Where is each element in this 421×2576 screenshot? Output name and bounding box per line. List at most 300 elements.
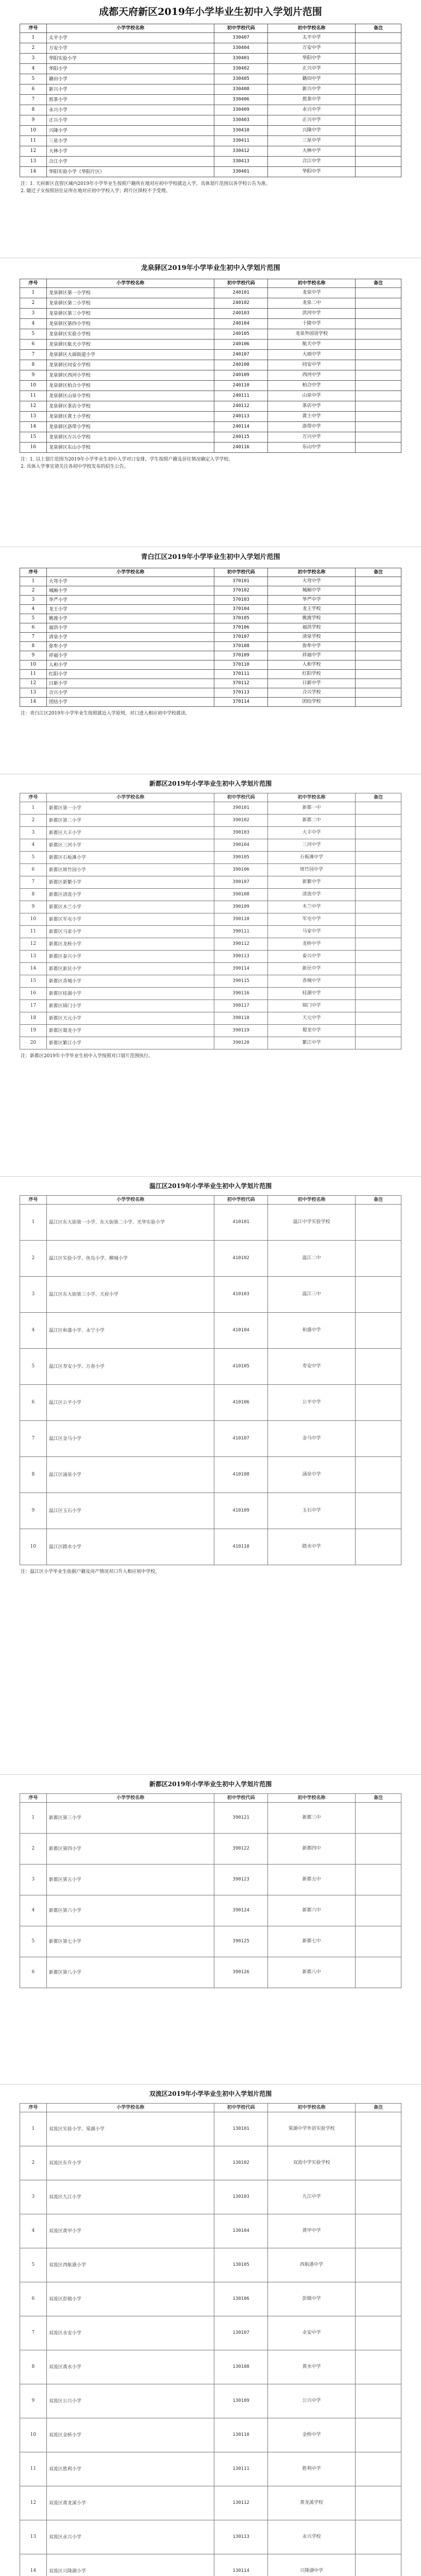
row-number: 3: [20, 309, 47, 319]
remark: [356, 827, 401, 839]
primary-school-name: 新都区泰兴小学: [46, 951, 214, 963]
primary-school-name: 姚渡小学: [46, 614, 214, 623]
row-number: 2: [20, 1834, 47, 1865]
table-row: [20, 913, 401, 926]
row-number: 7: [20, 95, 47, 105]
primary-school-name: 兴隆小学: [46, 126, 214, 136]
table-row: [20, 33, 401, 43]
middle-school-code: 370103: [214, 596, 268, 605]
middle-school-code: 410105: [214, 1349, 268, 1385]
middle-school-code: 370102: [214, 586, 268, 596]
middle-school-code: 370101: [214, 577, 268, 586]
middle-school-name: 踏水中学: [267, 1529, 355, 1565]
middle-school-code: 370105: [214, 614, 268, 623]
remark: [356, 167, 401, 177]
district-section: [0, 1177, 421, 1774]
middle-school-name: 香城中学: [267, 975, 355, 988]
primary-school-name: 华阳实验小学: [46, 54, 214, 64]
primary-school-name: 新都区军屯小学: [46, 913, 214, 926]
middle-school-code: 370113: [214, 688, 268, 698]
middle-school-code: 130114: [214, 2554, 268, 2576]
remark: [356, 815, 401, 827]
primary-school-name: 新都区蜀龙小学: [46, 1025, 214, 1037]
table-row: [20, 84, 401, 95]
remark: [356, 2214, 401, 2248]
table-header-row: [20, 279, 401, 288]
table-row: [20, 136, 401, 146]
table-row: [20, 298, 401, 309]
row-number: 13: [20, 157, 47, 167]
row-number: 13: [20, 2520, 47, 2554]
middle-school-name: 繁江中学: [267, 1037, 355, 1049]
district-section: [0, 0, 421, 258]
remark: [356, 74, 401, 84]
middle-school-name: 大面中学: [267, 350, 355, 360]
middle-school-code: 390122: [214, 1834, 268, 1865]
remark: [356, 1865, 401, 1895]
primary-school-name: 新都区石板滩小学: [46, 852, 214, 864]
table-row: [20, 1457, 401, 1493]
middle-school-code: 390120: [214, 1037, 268, 1049]
row-number: 3: [20, 1865, 47, 1895]
primary-school-name: 温江区东大街第一小学、东大街第二小学、光华实验小学: [46, 1205, 214, 1241]
remark: [356, 2554, 401, 2576]
middle-school-code: 390103: [214, 827, 268, 839]
primary-school-name: 双流区公兴小学: [46, 2384, 214, 2418]
table-row: [20, 391, 401, 401]
table-row: [20, 105, 401, 115]
table-row: [20, 2112, 401, 2146]
middle-school-name: 金桥中学: [267, 2418, 355, 2452]
row-number: 6: [20, 2282, 47, 2316]
middle-school-name: 三河中学: [267, 839, 355, 852]
middle-school-code: 390112: [214, 938, 268, 951]
remark: [356, 157, 401, 167]
remark: [356, 975, 401, 988]
middle-school-name: 新繁中学: [267, 876, 355, 889]
primary-school-name: 人和小学: [46, 660, 214, 670]
row-number: 7: [20, 350, 47, 360]
primary-school-name: 大弯小学: [46, 577, 214, 586]
primary-school-name: 双流区兴隆湖小学: [46, 2554, 214, 2576]
column-header: 小学学校名称: [46, 568, 214, 577]
remark: [356, 688, 401, 698]
column-header: 初中学校名称: [267, 279, 355, 288]
table-row: [20, 1834, 401, 1865]
middle-school-name: 同安中学: [267, 360, 355, 370]
table-row: [20, 167, 401, 177]
middle-school-name: 华严中学: [267, 596, 355, 605]
remark: [356, 876, 401, 889]
primary-school-name: 双流区西航港小学: [46, 2248, 214, 2282]
note-line: 注：温江区小学毕业生依据户籍及房产情况对口升入相应初中学校。: [21, 1569, 160, 1574]
middle-school-name: 籍田中学: [267, 74, 355, 84]
enrollment-table: [20, 1793, 401, 1988]
table-row: [20, 432, 401, 443]
middle-school-name: 斑竹园中学: [267, 864, 355, 876]
primary-school-name: 新都区清流小学: [46, 889, 214, 901]
middle-school-name: 合兴学校: [267, 688, 355, 698]
primary-school-name: 煎茶小学: [46, 95, 214, 105]
middle-school-code: 410110: [214, 1529, 268, 1565]
row-number: 12: [20, 2486, 47, 2520]
middle-school-code: 240110: [214, 381, 268, 391]
primary-school-name: 温江区公平小学: [46, 1385, 214, 1421]
row-number: 12: [20, 401, 47, 412]
row-number: 6: [20, 1385, 47, 1421]
row-number: 13: [20, 688, 47, 698]
remark: [356, 698, 401, 707]
remark: [356, 84, 401, 95]
row-number: 14: [20, 2554, 47, 2576]
middle-school-code: 390109: [214, 901, 268, 913]
primary-school-name: 福洪小学: [46, 623, 214, 633]
row-number: 10: [20, 913, 47, 926]
middle-school-name: 东山中学: [267, 443, 355, 453]
table-row: [20, 623, 401, 633]
middle-school-name: 寿安中学: [267, 1349, 355, 1385]
column-header: 小学学校名称: [46, 793, 214, 802]
table-row: [20, 1493, 401, 1529]
row-number: 7: [20, 633, 47, 642]
middle-school-name: 煎茶中学: [267, 95, 355, 105]
row-number: 1: [20, 802, 47, 815]
middle-school-name: 木兰中学: [267, 901, 355, 913]
primary-school-name: 新都区斑竹园小学: [46, 864, 214, 876]
table-row: [20, 370, 401, 381]
primary-school-name: 正兴小学: [46, 115, 214, 126]
middle-school-name: 新都五中: [267, 1865, 355, 1895]
remark: [356, 401, 401, 412]
row-number: 3: [20, 2180, 47, 2214]
middle-school-code: 410109: [214, 1493, 268, 1529]
table-row: [20, 642, 401, 651]
row-number: 10: [20, 381, 47, 391]
row-number: 5: [20, 614, 47, 623]
middle-school-code: 330411: [214, 136, 268, 146]
middle-school-code: 390102: [214, 815, 268, 827]
primary-school-name: 双流区实验小学、棠湖小学: [46, 2112, 214, 2146]
middle-school-code: 330412: [214, 146, 268, 157]
table-row: [20, 1385, 401, 1421]
row-number: 2: [20, 43, 47, 54]
column-header: 备注: [356, 793, 401, 802]
middle-school-name: 新都七中: [267, 1926, 355, 1957]
remark: [356, 913, 401, 926]
middle-school-name: 清泉学校: [267, 633, 355, 642]
middle-school-name: 新都八中: [267, 1957, 355, 1988]
middle-school-name: 温江中学实验学校: [267, 1205, 355, 1241]
enrollment-table: [20, 1195, 401, 1565]
middle-school-code: 330413: [214, 157, 268, 167]
middle-school-name: 和盛中学: [267, 1313, 355, 1349]
row-number: 15: [20, 975, 47, 988]
remark: [356, 2180, 401, 2214]
remark: [356, 1241, 401, 1277]
remark: [356, 136, 401, 146]
middle-school-code: 330406: [214, 95, 268, 105]
primary-school-name: 新都区第六小学: [46, 1895, 214, 1926]
middle-school-name: 永兴学校: [267, 2520, 355, 2554]
row-number: 14: [20, 167, 47, 177]
primary-school-name: 双流区黄龙溪小学: [46, 2486, 214, 2520]
middle-school-name: 龙泉二中: [267, 298, 355, 309]
middle-school-name: 涌泉中学: [267, 1457, 355, 1493]
primary-school-name: 龙泉驿区柏合小学校: [46, 381, 214, 391]
middle-school-code: 390115: [214, 975, 268, 988]
enrollment-table: [20, 279, 401, 453]
middle-school-code: 390114: [214, 963, 268, 975]
middle-school-code: 130108: [214, 2350, 268, 2384]
primary-school-name: 新都区锦门小学: [46, 1000, 214, 1012]
middle-school-name: 双流中学实验学校: [267, 2146, 355, 2180]
row-number: 11: [20, 391, 47, 401]
table-row: [20, 64, 401, 74]
row-number: 1: [20, 1803, 47, 1834]
row-number: 5: [20, 329, 47, 340]
remark: [356, 105, 401, 115]
table-row: [20, 54, 401, 64]
primary-school-name: 双流区东升小学: [46, 2146, 214, 2180]
table-row: [20, 2350, 401, 2384]
note-line: 2. 具体入学事宜请关注各初中学校发布的招生公告。: [21, 464, 129, 469]
middle-school-code: 240108: [214, 360, 268, 370]
middle-school-name: 万安中学: [267, 43, 355, 54]
middle-school-name: 棠湖中学外语实验学校: [267, 2112, 355, 2146]
table-row: [20, 2316, 401, 2350]
table-row: [20, 938, 401, 951]
section-notes: [20, 177, 401, 195]
table-row: [20, 963, 401, 975]
primary-school-name: 新都区第四小学: [46, 1834, 214, 1865]
primary-school-name: 温江区涌泉小学: [46, 1457, 214, 1493]
primary-school-name: 新都区桂湖小学: [46, 988, 214, 1000]
primary-school-name: 双流区永安小学: [46, 2316, 214, 2350]
middle-school-code: 370108: [214, 642, 268, 651]
middle-school-code: 410103: [214, 1277, 268, 1313]
middle-school-code: 410102: [214, 1241, 268, 1277]
table-row: [20, 839, 401, 852]
remark: [356, 1025, 401, 1037]
table-row: [20, 1957, 401, 1988]
primary-school-name: 龙泉驿区大面街道小学: [46, 350, 214, 360]
row-number: 8: [20, 889, 47, 901]
column-header: 小学学校名称: [46, 279, 214, 288]
middle-school-code: 390101: [214, 802, 268, 815]
table-row: [20, 329, 401, 340]
table-row: [20, 815, 401, 827]
row-number: 8: [20, 360, 47, 370]
row-number: 4: [20, 319, 47, 329]
note-line: 注：新都区2019年小学毕业生初中入学按照对口划片范围执行。: [21, 1054, 153, 1059]
row-number: 4: [20, 1313, 47, 1349]
middle-school-code: 240112: [214, 401, 268, 412]
middle-school-name: 新都二中: [267, 815, 355, 827]
row-number: 13: [20, 951, 47, 963]
remark: [356, 126, 401, 136]
middle-school-code: 130106: [214, 2282, 268, 2316]
table-row: [20, 2486, 401, 2520]
remark: [356, 901, 401, 913]
remark: [356, 1012, 401, 1025]
table-row: [20, 1926, 401, 1957]
middle-school-code: 130112: [214, 2486, 268, 2520]
table-row: [20, 43, 401, 54]
middle-school-code: 130107: [214, 2316, 268, 2350]
primary-school-name: 新都区新繁小学: [46, 876, 214, 889]
column-header: 备注: [356, 279, 401, 288]
middle-school-name: 九江中学: [267, 2180, 355, 2214]
row-number: 7: [20, 876, 47, 889]
remark: [356, 642, 401, 651]
table-header-row: [20, 568, 401, 577]
remark: [356, 2350, 401, 2384]
middle-school-code: 130111: [214, 2452, 268, 2486]
middle-school-code: 410101: [214, 1205, 268, 1241]
column-header: 初中学校代码: [214, 1794, 268, 1803]
middle-school-code: 240102: [214, 298, 268, 309]
remark: [356, 951, 401, 963]
row-number: 5: [20, 1926, 47, 1957]
row-number: 10: [20, 1529, 47, 1565]
remark: [356, 679, 401, 688]
primary-school-name: 双流区金桥小学: [46, 2418, 214, 2452]
primary-school-name: 龙泉驿区山泉小学校: [46, 391, 214, 401]
table-row: [20, 660, 401, 670]
remark: [356, 43, 401, 54]
table-row: [20, 988, 401, 1000]
row-number: 11: [20, 2452, 47, 2486]
remark: [356, 1834, 401, 1865]
row-number: 17: [20, 1000, 47, 1012]
middle-school-name: 航天中学: [267, 340, 355, 350]
primary-school-name: 龙泉驿区西河小学校: [46, 370, 214, 381]
row-number: 4: [20, 2214, 47, 2248]
enrollment-table: [20, 793, 401, 1049]
middle-school-name: 三星中学: [267, 136, 355, 146]
table-row: [20, 288, 401, 298]
middle-school-code: 240111: [214, 391, 268, 401]
table-row: [20, 2452, 401, 2486]
remark: [356, 1803, 401, 1834]
district-section: [0, 1775, 421, 2084]
table-row: [20, 698, 401, 707]
middle-school-code: 390121: [214, 1803, 268, 1834]
note-line: 2. 随迁子女按照居住证所在地对应初中学校入学；跨片区择校不予受理。: [21, 189, 171, 194]
table-row: [20, 74, 401, 84]
middle-school-code: 370107: [214, 633, 268, 642]
primary-school-name: 双流区九江小学: [46, 2180, 214, 2214]
remark: [356, 614, 401, 623]
table-row: [20, 876, 401, 889]
table-row: [20, 1865, 401, 1895]
primary-school-name: 龙泉驿区第一小学校: [46, 288, 214, 298]
middle-school-name: 合江中学: [267, 157, 355, 167]
primary-school-name: 龙泉驿区东山小学校: [46, 443, 214, 453]
remark: [356, 115, 401, 126]
row-number: 5: [20, 852, 47, 864]
middle-school-code: 240116: [214, 443, 268, 453]
primary-school-name: 华阳小学: [46, 64, 214, 74]
middle-school-name: 桂湖中学: [267, 988, 355, 1000]
table-row: [20, 412, 401, 422]
middle-school-code: 410107: [214, 1421, 268, 1457]
column-header: 初中学校代码: [214, 2104, 268, 2112]
table-row: [20, 827, 401, 839]
table-row: [20, 1529, 401, 1565]
remark: [356, 2112, 401, 2146]
middle-school-name: 玉石中学: [267, 1493, 355, 1529]
remark: [356, 391, 401, 401]
middle-school-code: 130105: [214, 2248, 268, 2282]
row-number: 20: [20, 1037, 47, 1049]
table-row: [20, 1895, 401, 1926]
row-number: 1: [20, 33, 47, 43]
middle-school-name: 新都四中: [267, 1834, 355, 1865]
table-row: [20, 401, 401, 412]
middle-school-code: 390117: [214, 1000, 268, 1012]
column-header: 初中学校代码: [214, 1196, 268, 1205]
middle-school-code: 370112: [214, 679, 268, 688]
remark: [356, 1529, 401, 1565]
table-row: [20, 864, 401, 876]
middle-school-name: 蜀龙中学: [267, 1025, 355, 1037]
primary-school-name: 龙泉驿区洛带小学校: [46, 422, 214, 432]
column-header: 序号: [20, 1196, 47, 1205]
middle-school-name: 金马中学: [267, 1421, 355, 1457]
middle-school-code: 330403: [214, 115, 268, 126]
row-number: 2: [20, 1241, 47, 1277]
middle-school-name: 马家中学: [267, 926, 355, 938]
middle-school-name: 锦门中学: [267, 1000, 355, 1012]
middle-school-code: 330409: [214, 105, 268, 115]
enrollment-table: [20, 24, 401, 177]
table-row: [20, 2146, 401, 2180]
enrollment-table: [20, 568, 401, 707]
primary-school-name: 新都区第二小学: [46, 815, 214, 827]
district-section: [0, 774, 421, 1176]
table-row: [20, 157, 401, 167]
primary-school-name: 新都区马家小学: [46, 926, 214, 938]
row-number: 12: [20, 679, 47, 688]
primary-school-name: 龙泉驿区同安小学校: [46, 360, 214, 370]
row-number: 3: [20, 827, 47, 839]
remark: [356, 2486, 401, 2520]
table-row: [20, 852, 401, 864]
table-header-row: [20, 1794, 401, 1803]
table-row: [20, 951, 401, 963]
table-header-row: [20, 1196, 401, 1205]
row-number: 3: [20, 1277, 47, 1313]
middle-school-code: 390124: [214, 1895, 268, 1926]
column-header: 初中学校名称: [267, 24, 355, 33]
row-number: 13: [20, 412, 47, 422]
remark: [356, 95, 401, 105]
middle-school-name: 龙桥中学: [267, 938, 355, 951]
primary-school-name: 温江区玉石小学: [46, 1493, 214, 1529]
remark: [356, 926, 401, 938]
remark: [356, 1277, 401, 1313]
section-notes: [20, 1565, 401, 1575]
row-number: 2: [20, 2146, 47, 2180]
row-number: 10: [20, 660, 47, 670]
middle-school-code: 330408: [214, 84, 268, 95]
primary-school-name: 龙泉驿区第三小学校: [46, 309, 214, 319]
middle-school-name: 新兴中学: [267, 84, 355, 95]
middle-school-code: 330410: [214, 126, 268, 136]
remark: [356, 938, 401, 951]
row-number: 8: [20, 2350, 47, 2384]
